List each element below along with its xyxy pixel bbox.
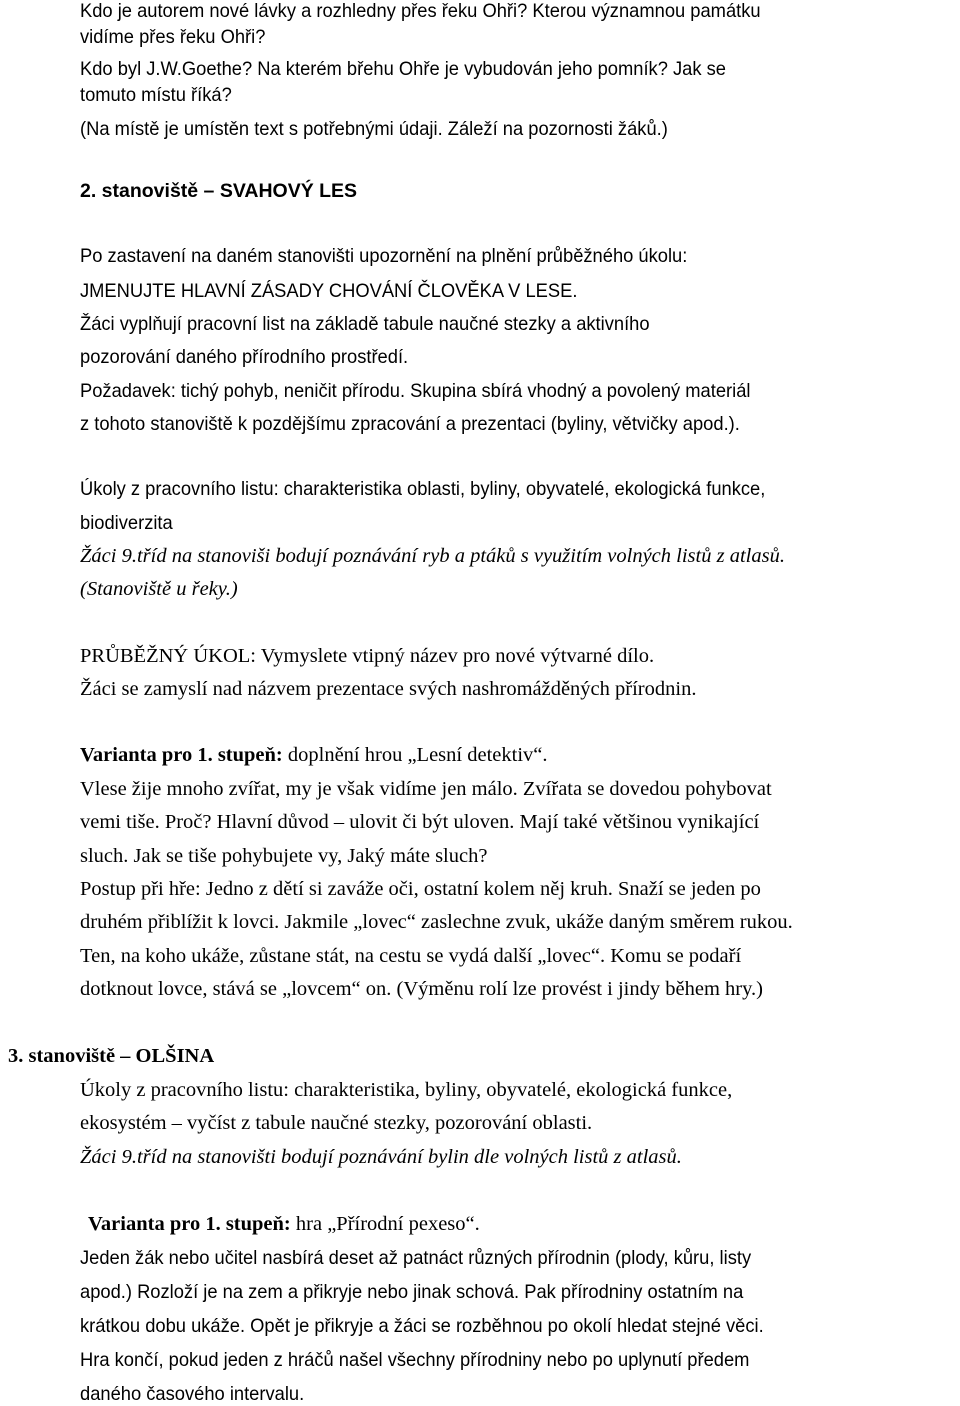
worksheet-text: Žáci vyplňují pracovní list na základě tabule naučné stezky a aktivního (80, 313, 650, 335)
ongoing-task-intro: Po zastavení na daném stanovišti upozornění na plnění průběžného úkolu: (80, 245, 688, 267)
worksheet-tasks: Úkoly z pracovního listu: charakteristika oblasti, byliny, obyvatelé, ekologická funkce, (80, 478, 766, 500)
variant-label: Varianta pro 1. stupeň: (88, 1213, 291, 1235)
worksheet-tasks: ekosystém – vyčíst z tabule naučné stezky, pozorování oblasti. (80, 1112, 593, 1134)
info-note: (Na místě je umístěn text s potřebnými údaji. Záleží na pozornosti žáků.) (80, 118, 668, 140)
game-text: Vlese žije mnoho zvířat, my je však vidíme jen málo. Zvířata se dovedou pohybovat (80, 778, 772, 800)
worksheet-tasks: biodiverzita (80, 512, 173, 534)
variant-line: Varianta pro 1. stupeň: hra „Přírodní pexeso“. (88, 1213, 480, 1235)
ongoing-task: PRŮBĚŽNÝ ÚKOL: Vymyslete vtipný název pro nové výtvarné dílo. (80, 645, 655, 667)
italic-note: (Stanoviště u řeky.) (80, 578, 238, 600)
game-text: Hra končí, pokud jeden z hráčů našel všechny přírodniny nebo po uplynutí předem (80, 1349, 750, 1371)
game-text: apod.) Rozloží je na zem a přikryje nebo jinak schová. Pak přírodniny ostatním na (80, 1281, 744, 1303)
game-text: sluch. Jak se tiše pohybujete vy, Jaký máte sluch? (80, 845, 488, 867)
game-text: krátkou dobu ukáže. Opět je přikryje a žáci se rozběhnou po okolí hledat stejné věci. (80, 1315, 764, 1337)
game-text: vemi tiše. Proč? Hlavní důvod – ulovit či být uloven. Mají také většinou vynikající (80, 811, 760, 833)
game-text: Jeden žák nebo učitel nasbírá deset až patnáct různých přírodnin (plody, kůru, listy (80, 1247, 752, 1269)
worksheet-text: pozorování daného přírodního prostředí. (80, 346, 409, 368)
game-text: daného časového intervalu. (80, 1383, 305, 1405)
variant-line: Varianta pro 1. stupeň: doplnění hrou „Lesní detektiv“. (80, 744, 548, 766)
question-line: Kdo byl J.W.Goethe? Na kterém břehu Ohře je vybudován jeho pomník? Jak se (80, 58, 726, 80)
question-line: tomuto místu říká? (80, 84, 232, 106)
station-2-heading: 2. stanoviště – SVAHOVÝ LES (80, 180, 358, 202)
italic-note: Žáci 9.tříd na stanoviši bodují poznávání ryb a ptáků s využitím volných listů z atlasů. (80, 545, 785, 567)
italic-note: Žáci 9.tříd na stanovišti bodují poznávání bylin dle volných listů z atlasů. (80, 1146, 682, 1168)
question-line: Kdo je autorem nové lávky a rozhledny přes řeku Ohři? Kterou významnou památku (80, 0, 761, 22)
game-text: Ten, na koho ukáže, zůstane stát, na cestu se vydá další „lovec“. Komu se podaří (80, 945, 742, 967)
station-3-heading: 3. stanoviště – OLŠINA (8, 1045, 215, 1067)
game-text: dotknout lovce, stává se „lovcem“ on. (Výměnu rolí lze provést i jindy během hry.) (80, 978, 763, 1000)
ongoing-task-title: JMENUJTE HLAVNÍ ZÁSADY CHOVÁNÍ ČLOVĚKA V LESE. (80, 280, 578, 302)
worksheet-tasks: Úkoly z pracovního listu: charakteristika, byliny, obyvatelé, ekologická funkce, (80, 1079, 733, 1101)
game-text: Postup při hře: Jedno z dětí si zaváže oči, ostatní kolem něj kruh. Snaží se jeden po (80, 878, 761, 900)
requirement-text: Požadavek: tichý pohyb, neničit přírodu. Skupina sbírá vhodný a povolený materiál (80, 380, 751, 402)
game-text: druhém přiblížit k lovci. Jakmile „lovec“ zaslechne zvuk, ukáže daným směrem rukou. (80, 911, 793, 933)
variant-label: Varianta pro 1. stupeň: (80, 744, 283, 766)
requirement-text: z tohoto stanoviště k pozdějšímu zpracování a prezentaci (byliny, větvičky apod.). (80, 413, 740, 435)
question-line: vidíme přes řeku Ohři? (80, 26, 266, 48)
ongoing-task: Žáci se zamyslí nad názvem prezentace svých nashromážděných přírodnin. (80, 678, 697, 700)
